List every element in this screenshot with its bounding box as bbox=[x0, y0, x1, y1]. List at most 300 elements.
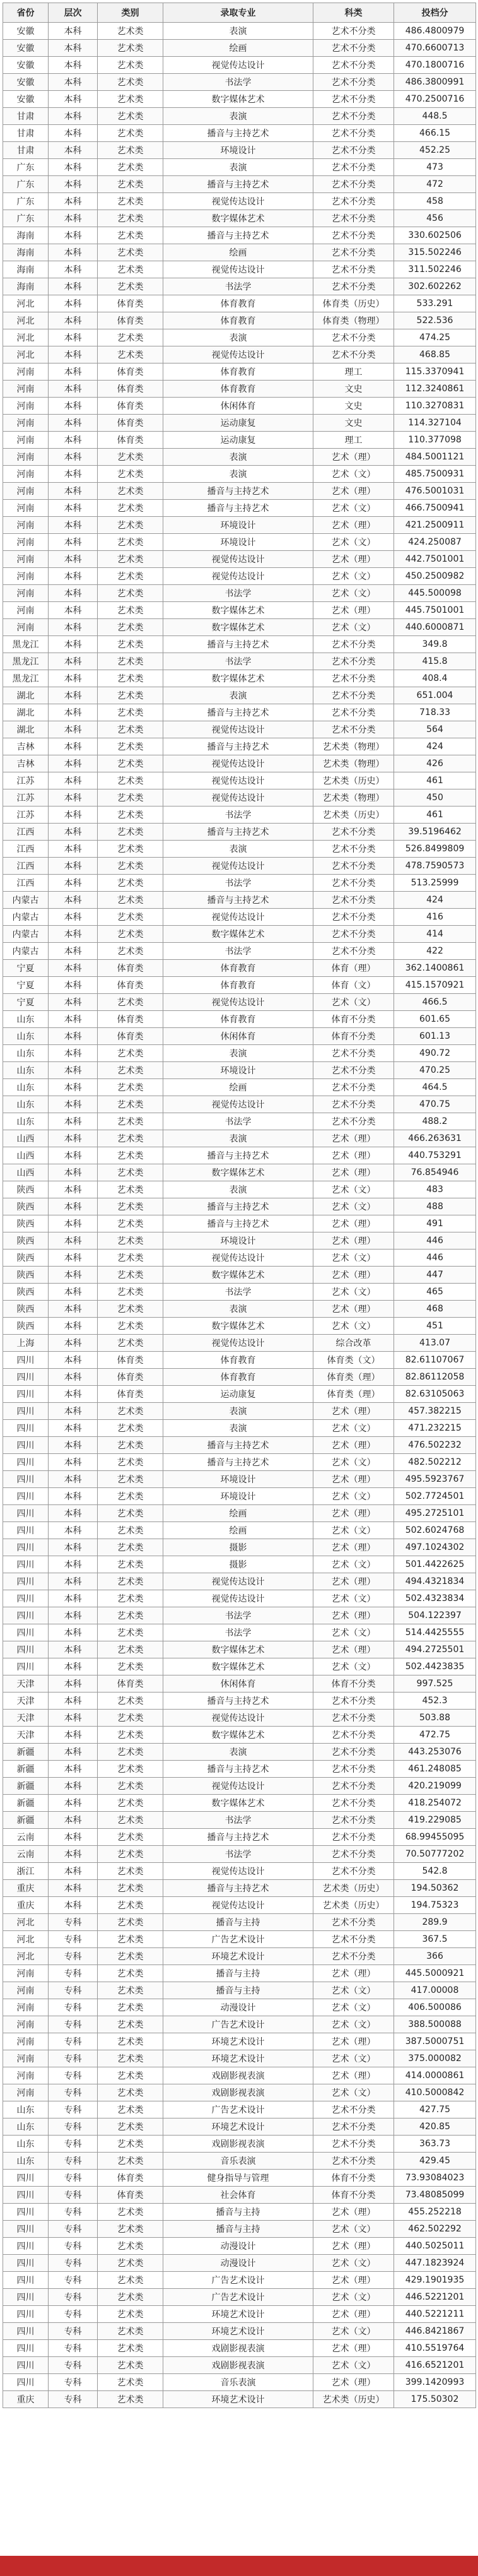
province-cell: 海南 bbox=[3, 244, 49, 261]
category-cell: 艺术类 bbox=[98, 721, 163, 738]
province-cell: 四川 bbox=[3, 1505, 49, 1522]
score-cell: 455.252218 bbox=[394, 2204, 476, 2221]
category-cell: 艺术类 bbox=[98, 1062, 163, 1079]
table-row bbox=[3, 517, 476, 534]
table-row bbox=[3, 1897, 476, 1914]
score-cell: 503.88 bbox=[394, 1710, 476, 1727]
table-row bbox=[3, 926, 476, 943]
level-cell: 本科 bbox=[49, 1488, 98, 1505]
category-cell: 艺术类 bbox=[98, 40, 163, 57]
table-row bbox=[3, 91, 476, 108]
score-cell: 533.291 bbox=[394, 295, 476, 312]
subject-type-cell: 艺术（理） bbox=[313, 2238, 394, 2255]
level-cell: 本科 bbox=[49, 602, 98, 619]
score-cell: 474.25 bbox=[394, 329, 476, 346]
table-row bbox=[3, 960, 476, 977]
subject-type-cell: 艺术不分类 bbox=[313, 74, 394, 91]
category-cell: 体育类 bbox=[98, 381, 163, 398]
major-cell: 绘画 bbox=[163, 1079, 313, 1096]
category-cell: 艺术类 bbox=[98, 466, 163, 483]
subject-type-cell: 艺术不分类 bbox=[313, 1045, 394, 1062]
level-cell: 本科 bbox=[49, 91, 98, 108]
subject-type-cell: 艺术（文） bbox=[313, 2289, 394, 2306]
level-cell: 专科 bbox=[49, 2374, 98, 2391]
major-cell: 视觉传达设计 bbox=[163, 909, 313, 926]
level-cell: 专科 bbox=[49, 1982, 98, 1999]
score-cell: 486.4800979 bbox=[394, 23, 476, 40]
score-cell: 175.50302 bbox=[394, 2391, 476, 2408]
level-cell: 本科 bbox=[49, 1028, 98, 1045]
major-cell: 环境设计 bbox=[163, 534, 313, 551]
major-cell: 视觉传达设计 bbox=[163, 1250, 313, 1267]
category-cell: 艺术类 bbox=[98, 2033, 163, 2050]
subject-type-cell: 艺术类（历史） bbox=[313, 1897, 394, 1914]
province-cell: 四川 bbox=[3, 1658, 49, 1675]
major-cell: 视觉传达设计 bbox=[163, 261, 313, 278]
score-cell: 452.25 bbox=[394, 142, 476, 159]
score-cell: 76.854946 bbox=[394, 1164, 476, 1181]
level-cell: 专科 bbox=[49, 2084, 98, 2101]
category-cell: 艺术类 bbox=[98, 1658, 163, 1675]
table-row bbox=[3, 57, 476, 74]
score-cell: 485.7500931 bbox=[394, 466, 476, 483]
score-cell: 466.5 bbox=[394, 994, 476, 1011]
major-cell: 表演 bbox=[163, 1744, 313, 1761]
province-cell: 河北 bbox=[3, 295, 49, 312]
category-cell: 艺术类 bbox=[98, 2374, 163, 2391]
table-row bbox=[3, 1096, 476, 1113]
major-cell: 环境艺术设计 bbox=[163, 2391, 313, 2408]
major-cell: 播音与主持艺术 bbox=[163, 738, 313, 755]
province-cell: 四川 bbox=[3, 2357, 49, 2374]
subject-type-cell: 艺术不分类 bbox=[313, 244, 394, 261]
province-cell: 新疆 bbox=[3, 1778, 49, 1795]
province-cell: 内蒙古 bbox=[3, 909, 49, 926]
level-cell: 本科 bbox=[49, 142, 98, 159]
province-cell: 四川 bbox=[3, 2238, 49, 2255]
category-cell: 艺术类 bbox=[98, 2136, 163, 2153]
score-cell: 483 bbox=[394, 1181, 476, 1198]
subject-type-cell: 艺术类（历史） bbox=[313, 2391, 394, 2408]
score-cell: 302.602262 bbox=[394, 278, 476, 295]
major-cell: 绘画 bbox=[163, 244, 313, 261]
major-cell: 书法学 bbox=[163, 806, 313, 824]
subject-type-cell: 艺术（文） bbox=[313, 1488, 394, 1505]
province-cell: 安徽 bbox=[3, 91, 49, 108]
header-province: 省份 bbox=[3, 3, 49, 23]
table-row bbox=[3, 278, 476, 295]
level-cell: 本科 bbox=[49, 1096, 98, 1113]
level-cell: 专科 bbox=[49, 1965, 98, 1982]
level-cell: 本科 bbox=[49, 619, 98, 636]
major-cell: 书法学 bbox=[163, 278, 313, 295]
level-cell: 本科 bbox=[49, 1744, 98, 1761]
score-cell: 110.3270831 bbox=[394, 398, 476, 415]
major-cell: 动漫设计 bbox=[163, 1999, 313, 2016]
category-cell: 艺术类 bbox=[98, 1079, 163, 1096]
province-cell: 海南 bbox=[3, 278, 49, 295]
province-cell: 陕西 bbox=[3, 1267, 49, 1284]
subject-type-cell: 艺术类（历史） bbox=[313, 772, 394, 789]
level-cell: 本科 bbox=[49, 1505, 98, 1522]
subject-type-cell: 艺术（文） bbox=[313, 534, 394, 551]
province-cell: 海南 bbox=[3, 227, 49, 244]
level-cell: 专科 bbox=[49, 2255, 98, 2272]
province-cell: 甘肃 bbox=[3, 125, 49, 142]
level-cell: 本科 bbox=[49, 1250, 98, 1267]
level-cell: 本科 bbox=[49, 1778, 98, 1795]
score-cell: 466.7500941 bbox=[394, 500, 476, 517]
category-cell: 艺术类 bbox=[98, 1215, 163, 1232]
table-row bbox=[3, 943, 476, 960]
subject-type-cell: 艺术不分类 bbox=[313, 125, 394, 142]
table-row bbox=[3, 1829, 476, 1846]
subject-type-cell: 文史 bbox=[313, 415, 394, 432]
score-cell: 456 bbox=[394, 210, 476, 227]
province-cell: 重庆 bbox=[3, 2391, 49, 2408]
subject-type-cell: 艺术（文） bbox=[313, 2255, 394, 2272]
major-cell: 表演 bbox=[163, 329, 313, 346]
category-cell: 艺术类 bbox=[98, 551, 163, 568]
subject-type-cell: 艺术不分类 bbox=[313, 721, 394, 738]
province-cell: 河南 bbox=[3, 551, 49, 568]
major-cell: 视觉传达设计 bbox=[163, 1573, 313, 1590]
subject-type-cell: 艺术（文） bbox=[313, 466, 394, 483]
table-row bbox=[3, 1795, 476, 1812]
major-cell: 数字媒体艺术 bbox=[163, 91, 313, 108]
category-cell: 艺术类 bbox=[98, 125, 163, 142]
category-cell: 艺术类 bbox=[98, 687, 163, 704]
table-row bbox=[3, 1471, 476, 1488]
level-cell: 本科 bbox=[49, 772, 98, 789]
subject-type-cell: 艺术（理） bbox=[313, 1403, 394, 1420]
table-row bbox=[3, 2357, 476, 2374]
major-cell: 环境设计 bbox=[163, 1488, 313, 1505]
score-cell: 502.6024768 bbox=[394, 1522, 476, 1539]
score-cell: 445.5000921 bbox=[394, 1965, 476, 1982]
table-row bbox=[3, 125, 476, 142]
score-cell: 440.5025011 bbox=[394, 2238, 476, 2255]
level-cell: 本科 bbox=[49, 909, 98, 926]
level-cell: 专科 bbox=[49, 2136, 98, 2153]
category-cell: 艺术类 bbox=[98, 1778, 163, 1795]
subject-type-cell: 艺术（理） bbox=[313, 517, 394, 534]
score-cell: 478.7590573 bbox=[394, 858, 476, 875]
major-cell: 视觉传达设计 bbox=[163, 193, 313, 210]
province-cell: 四川 bbox=[3, 1539, 49, 1556]
score-cell: 466.263631 bbox=[394, 1130, 476, 1147]
province-cell: 江西 bbox=[3, 841, 49, 858]
level-cell: 本科 bbox=[49, 57, 98, 74]
major-cell: 播音与主持 bbox=[163, 1914, 313, 1931]
province-cell: 山东 bbox=[3, 1096, 49, 1113]
table-row bbox=[3, 1147, 476, 1164]
score-cell: 424 bbox=[394, 738, 476, 755]
level-cell: 专科 bbox=[49, 2357, 98, 2374]
province-cell: 四川 bbox=[3, 1369, 49, 1386]
score-cell: 461 bbox=[394, 772, 476, 789]
table-row bbox=[3, 1335, 476, 1352]
category-cell: 艺术类 bbox=[98, 108, 163, 125]
subject-type-cell: 艺术不分类 bbox=[313, 670, 394, 687]
province-cell: 吉林 bbox=[3, 755, 49, 772]
level-cell: 本科 bbox=[49, 1284, 98, 1301]
level-cell: 本科 bbox=[49, 1386, 98, 1403]
province-cell: 四川 bbox=[3, 1352, 49, 1369]
table-row bbox=[3, 789, 476, 806]
table-row bbox=[3, 602, 476, 619]
subject-type-cell: 艺术不分类 bbox=[313, 346, 394, 363]
major-cell: 表演 bbox=[163, 1130, 313, 1147]
level-cell: 本科 bbox=[49, 1267, 98, 1284]
province-cell: 天津 bbox=[3, 1727, 49, 1744]
level-cell: 本科 bbox=[49, 994, 98, 1011]
level-cell: 本科 bbox=[49, 1727, 98, 1744]
category-cell: 艺术类 bbox=[98, 892, 163, 909]
subject-type-cell: 艺术不分类 bbox=[313, 261, 394, 278]
level-cell: 本科 bbox=[49, 1454, 98, 1471]
major-cell: 表演 bbox=[163, 1420, 313, 1437]
score-cell: 418.254072 bbox=[394, 1795, 476, 1812]
table-row bbox=[3, 1352, 476, 1369]
category-cell: 艺术类 bbox=[98, 91, 163, 108]
category-cell: 艺术类 bbox=[98, 1403, 163, 1420]
table-row bbox=[3, 1488, 476, 1505]
subject-type-cell: 艺术不分类 bbox=[313, 176, 394, 193]
level-cell: 本科 bbox=[49, 295, 98, 312]
table-row bbox=[3, 994, 476, 1011]
score-cell: 448.5 bbox=[394, 108, 476, 125]
province-cell: 河北 bbox=[3, 1931, 49, 1948]
subject-type-cell: 艺术类（历史） bbox=[313, 1880, 394, 1897]
level-cell: 本科 bbox=[49, 159, 98, 176]
score-cell: 461.248085 bbox=[394, 1761, 476, 1778]
subject-type-cell: 艺术（文） bbox=[313, 1624, 394, 1641]
table-row bbox=[3, 2289, 476, 2306]
table-row bbox=[3, 1727, 476, 1744]
category-cell: 艺术类 bbox=[98, 2340, 163, 2357]
major-cell: 摄影 bbox=[163, 1539, 313, 1556]
major-cell: 数字媒体艺术 bbox=[163, 670, 313, 687]
province-cell: 河南 bbox=[3, 1982, 49, 1999]
subject-type-cell: 体育类（物理） bbox=[313, 312, 394, 329]
category-cell: 艺术类 bbox=[98, 1250, 163, 1267]
major-cell: 播音与主持艺术 bbox=[163, 1147, 313, 1164]
score-cell: 440.753291 bbox=[394, 1147, 476, 1164]
major-cell: 表演 bbox=[163, 1403, 313, 1420]
major-cell: 环境设计 bbox=[163, 1232, 313, 1250]
table-row bbox=[3, 74, 476, 91]
table-row bbox=[3, 1982, 476, 1999]
level-cell: 本科 bbox=[49, 415, 98, 432]
level-cell: 本科 bbox=[49, 892, 98, 909]
score-cell: 115.3370941 bbox=[394, 363, 476, 381]
table-row bbox=[3, 159, 476, 176]
category-cell: 艺术类 bbox=[98, 875, 163, 892]
major-cell: 播音与主持 bbox=[163, 1982, 313, 1999]
category-cell: 艺术类 bbox=[98, 1522, 163, 1539]
major-cell: 数字媒体艺术 bbox=[163, 1795, 313, 1812]
table-row bbox=[3, 2050, 476, 2067]
province-cell: 宁夏 bbox=[3, 960, 49, 977]
major-cell: 视觉传达设计 bbox=[163, 346, 313, 363]
subject-type-cell: 艺术不分类 bbox=[313, 653, 394, 670]
category-cell: 艺术类 bbox=[98, 1232, 163, 1250]
score-cell: 502.7724501 bbox=[394, 1488, 476, 1505]
subject-type-cell: 艺术不分类 bbox=[313, 1812, 394, 1829]
category-cell: 艺术类 bbox=[98, 74, 163, 91]
score-cell: 494.4321834 bbox=[394, 1573, 476, 1590]
subject-type-cell: 艺术不分类 bbox=[313, 57, 394, 74]
major-cell: 书法学 bbox=[163, 1812, 313, 1829]
category-cell: 体育类 bbox=[98, 1369, 163, 1386]
category-cell: 艺术类 bbox=[98, 1113, 163, 1130]
table-row bbox=[3, 687, 476, 704]
score-cell: 429.45 bbox=[394, 2153, 476, 2170]
category-cell: 艺术类 bbox=[98, 261, 163, 278]
subject-type-cell: 艺术（文） bbox=[313, 1982, 394, 1999]
major-cell: 体育教育 bbox=[163, 1369, 313, 1386]
header-subject-type: 科类 bbox=[313, 3, 394, 23]
level-cell: 本科 bbox=[49, 636, 98, 653]
major-cell: 体育教育 bbox=[163, 977, 313, 994]
table-row bbox=[3, 329, 476, 346]
category-cell: 艺术类 bbox=[98, 568, 163, 585]
major-cell: 视觉传达设计 bbox=[163, 1897, 313, 1914]
subject-type-cell: 艺术不分类 bbox=[313, 909, 394, 926]
major-cell: 广告艺术设计 bbox=[163, 2016, 313, 2033]
major-cell: 视觉传达设计 bbox=[163, 772, 313, 789]
table-row bbox=[3, 875, 476, 892]
category-cell: 艺术类 bbox=[98, 1897, 163, 1914]
level-cell: 专科 bbox=[49, 1931, 98, 1948]
score-cell: 446.5221201 bbox=[394, 2289, 476, 2306]
table-row bbox=[3, 1999, 476, 2016]
major-cell: 视觉传达设计 bbox=[163, 1863, 313, 1880]
subject-type-cell: 艺术不分类 bbox=[313, 227, 394, 244]
level-cell: 本科 bbox=[49, 1079, 98, 1096]
province-cell: 江苏 bbox=[3, 772, 49, 789]
major-cell: 书法学 bbox=[163, 875, 313, 892]
major-cell: 播音与主持艺术 bbox=[163, 1880, 313, 1897]
category-cell: 体育类 bbox=[98, 2187, 163, 2204]
category-cell: 体育类 bbox=[98, 1352, 163, 1369]
subject-type-cell: 艺术（文） bbox=[313, 1590, 394, 1607]
category-cell: 艺术类 bbox=[98, 1164, 163, 1181]
major-cell: 播音与主持艺术 bbox=[163, 636, 313, 653]
category-cell: 艺术类 bbox=[98, 2238, 163, 2255]
subject-type-cell: 体育不分类 bbox=[313, 1028, 394, 1045]
category-cell: 艺术类 bbox=[98, 1795, 163, 1812]
table-row bbox=[3, 534, 476, 551]
score-cell: 414.0000861 bbox=[394, 2067, 476, 2084]
table-row bbox=[3, 108, 476, 125]
subject-type-cell: 艺术（理） bbox=[313, 1471, 394, 1488]
category-cell: 艺术类 bbox=[98, 1812, 163, 1829]
category-cell: 艺术类 bbox=[98, 142, 163, 159]
subject-type-cell: 艺术（文） bbox=[313, 1999, 394, 2016]
province-cell: 安徽 bbox=[3, 74, 49, 91]
score-cell: 465 bbox=[394, 1284, 476, 1301]
province-cell: 四川 bbox=[3, 2204, 49, 2221]
table-row bbox=[3, 466, 476, 483]
score-cell: 451 bbox=[394, 1318, 476, 1335]
province-cell: 宁夏 bbox=[3, 994, 49, 1011]
major-cell: 环境艺术设计 bbox=[163, 2323, 313, 2340]
province-cell: 内蒙古 bbox=[3, 943, 49, 960]
table-row bbox=[3, 2374, 476, 2391]
province-cell: 四川 bbox=[3, 2187, 49, 2204]
major-cell: 环境设计 bbox=[163, 142, 313, 159]
table-row bbox=[3, 772, 476, 789]
category-cell: 艺术类 bbox=[98, 1539, 163, 1556]
province-cell: 陕西 bbox=[3, 1318, 49, 1335]
major-cell: 数字媒体艺术 bbox=[163, 1727, 313, 1744]
province-cell: 四川 bbox=[3, 1420, 49, 1437]
subject-type-cell: 艺术（理） bbox=[313, 2374, 394, 2391]
category-cell: 艺术类 bbox=[98, 227, 163, 244]
table-row bbox=[3, 721, 476, 738]
subject-type-cell: 艺术（理） bbox=[313, 1301, 394, 1318]
subject-type-cell: 艺术不分类 bbox=[313, 2118, 394, 2136]
level-cell: 本科 bbox=[49, 738, 98, 755]
subject-type-cell: 体育（理） bbox=[313, 960, 394, 977]
score-cell: 363.73 bbox=[394, 2136, 476, 2153]
score-cell: 462.502292 bbox=[394, 2221, 476, 2238]
level-cell: 本科 bbox=[49, 227, 98, 244]
table-row bbox=[3, 1641, 476, 1658]
major-cell: 体育教育 bbox=[163, 1352, 313, 1369]
subject-type-cell: 综合改革 bbox=[313, 1335, 394, 1352]
category-cell: 艺术类 bbox=[98, 1096, 163, 1113]
category-cell: 艺术类 bbox=[98, 1624, 163, 1641]
score-cell: 422 bbox=[394, 943, 476, 960]
subject-type-cell: 艺术不分类 bbox=[313, 2153, 394, 2170]
subject-type-cell: 艺术（文） bbox=[313, 1198, 394, 1215]
score-cell: 461 bbox=[394, 806, 476, 824]
major-cell: 播音与主持 bbox=[163, 2204, 313, 2221]
major-cell: 音乐表演 bbox=[163, 2153, 313, 2170]
category-cell: 艺术类 bbox=[98, 1948, 163, 1965]
category-cell: 艺术类 bbox=[98, 2204, 163, 2221]
province-cell: 陕西 bbox=[3, 1301, 49, 1318]
major-cell: 环境设计 bbox=[163, 1062, 313, 1079]
level-cell: 本科 bbox=[49, 585, 98, 602]
category-cell: 艺术类 bbox=[98, 1590, 163, 1607]
score-cell: 542.8 bbox=[394, 1863, 476, 1880]
score-cell: 440.5221211 bbox=[394, 2306, 476, 2323]
major-cell: 戏剧影视表演 bbox=[163, 2136, 313, 2153]
category-cell: 体育类 bbox=[98, 977, 163, 994]
table-row bbox=[3, 1454, 476, 1471]
subject-type-cell: 艺术（理） bbox=[313, 2204, 394, 2221]
major-cell: 健身指导与管理 bbox=[163, 2170, 313, 2187]
table-row bbox=[3, 415, 476, 432]
category-cell: 艺术类 bbox=[98, 2306, 163, 2323]
score-cell: 472.75 bbox=[394, 1727, 476, 1744]
category-cell: 艺术类 bbox=[98, 2272, 163, 2289]
level-cell: 本科 bbox=[49, 1471, 98, 1488]
category-cell: 艺术类 bbox=[98, 2357, 163, 2374]
subject-type-cell: 艺术（文） bbox=[313, 2221, 394, 2238]
province-cell: 河南 bbox=[3, 432, 49, 449]
table-header-row bbox=[3, 3, 476, 23]
score-cell: 367.5 bbox=[394, 1931, 476, 1948]
level-cell: 本科 bbox=[49, 704, 98, 721]
province-cell: 天津 bbox=[3, 1693, 49, 1710]
score-cell: 450.2500982 bbox=[394, 568, 476, 585]
table-row bbox=[3, 2170, 476, 2187]
